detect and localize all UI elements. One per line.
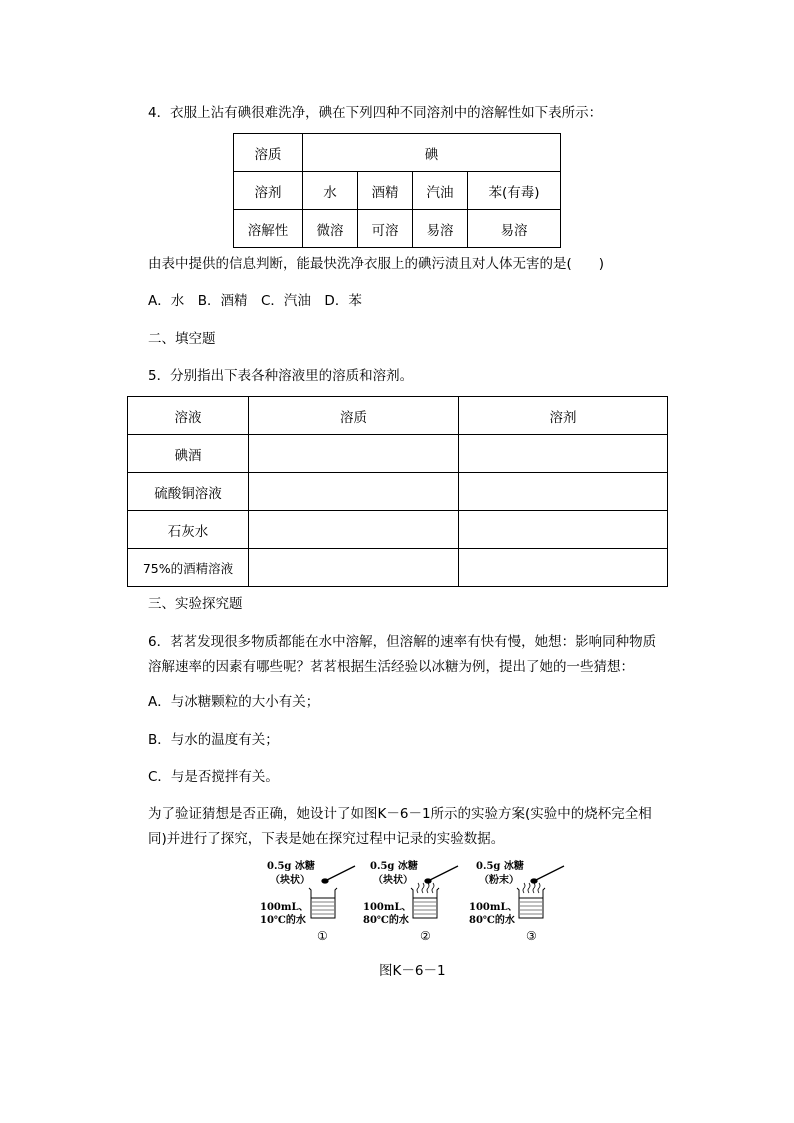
header-solute: 溶质 [249, 397, 459, 435]
sugar-label: 0.5g 冰糖 [370, 861, 418, 872]
solvent-cell: 水 [303, 172, 358, 210]
q6-paragraph: 为了验证猜想是否正确，她设计了如图K－6－1所示的实验方案(实验中的烧杯完全相 [148, 806, 652, 822]
q4-options: A．水 B．酒精 C．汽油 D．苯 [148, 293, 362, 309]
solubility-label: 溶解性 [234, 210, 303, 248]
solute-blank[interactable] [249, 473, 459, 511]
table-row [128, 435, 668, 473]
section-heading: 二、填空题 [148, 331, 216, 347]
solvent-blank[interactable] [459, 549, 668, 587]
solute-blank[interactable] [249, 435, 459, 473]
solubility-table [233, 133, 561, 248]
header-solution: 溶液 [128, 397, 249, 435]
table-row [128, 549, 668, 587]
spoon-icon [322, 866, 355, 883]
solution-name: 石灰水 [128, 511, 249, 549]
solution-name: 硫酸铜溶液 [128, 473, 249, 511]
solubility-cell: 易溶 [413, 210, 468, 248]
sugar-form: （块状） [373, 875, 413, 886]
q4-stem: 4．衣服上沾有碘很难洗净，碘在下列四种不同溶剂中的溶解性如下表所示： [148, 105, 603, 121]
table-row [234, 210, 561, 248]
solute-blank[interactable] [249, 511, 459, 549]
table-row [128, 473, 668, 511]
beaker-icon [517, 888, 545, 918]
beaker-number: ② [420, 929, 431, 943]
table-row [234, 134, 561, 172]
water-volume: 100mL、 [363, 902, 412, 913]
q4-question: 由表中提供的信息判断，能最快洗净衣服上的碘污渍且对人体无害的是( ) [148, 256, 605, 272]
table-row [128, 397, 668, 435]
solvent-label: 溶剂 [234, 172, 303, 210]
steam-icon [417, 883, 434, 893]
header-solvent: 溶剂 [459, 397, 668, 435]
water-temp: 80℃的水 [469, 915, 515, 926]
q5-stem: 5．分别指出下表各种溶液里的溶质和溶剂。 [148, 368, 414, 384]
guess-a: A．与冰糖颗粒的大小有关； [148, 694, 320, 710]
sugar-label: 0.5g 冰糖 [267, 861, 315, 872]
section-heading: 三、实验探究题 [148, 596, 243, 612]
solvent-blank[interactable] [459, 435, 668, 473]
guess-c: C．与是否搅拌有关。 [148, 769, 279, 785]
water-volume: 100mL、 [260, 902, 309, 913]
solution-name: 碘酒 [128, 435, 249, 473]
beaker-number: ③ [526, 929, 537, 943]
solvent-cell: 酒精 [358, 172, 413, 210]
sugar-form: （粉末） [479, 875, 519, 886]
spoon-icon [531, 866, 564, 883]
spoon-icon [425, 866, 458, 883]
water-volume: 100mL、 [469, 902, 518, 913]
solvent-cell: 苯(有毒) [468, 172, 561, 210]
solution-table [127, 396, 668, 587]
solubility-cell: 微溶 [303, 210, 358, 248]
beaker-icon [309, 888, 337, 918]
q6-line: 溶解速率的因素有哪些呢？茗茗根据生活经验以冰糖为例，提出了她的一些猜想： [148, 659, 634, 675]
water-temp: 10℃的水 [260, 915, 306, 926]
beaker-number: ① [317, 929, 328, 943]
sugar-form: （块状） [270, 875, 310, 886]
table-row [234, 172, 561, 210]
steam-icon [523, 883, 540, 893]
figure-caption: 图K－6－1 [379, 963, 446, 979]
solution-name: 75%的酒精溶液 [128, 549, 249, 587]
solute-blank[interactable] [249, 549, 459, 587]
solubility-cell: 易溶 [468, 210, 561, 248]
beaker-icon [411, 888, 439, 918]
solvent-blank[interactable] [459, 473, 668, 511]
water-temp: 80℃的水 [363, 915, 409, 926]
sugar-label: 0.5g 冰糖 [476, 861, 524, 872]
guess-b: B．与水的温度有关； [148, 732, 279, 748]
solute-label: 溶质 [234, 134, 303, 172]
q6-line: 6．茗茗发现很多物质都能在水中溶解，但溶解的速率有快有慢，她想：影响同种物质 [148, 634, 657, 650]
table-row [128, 511, 668, 549]
solvent-blank[interactable] [459, 511, 668, 549]
solute-value: 碘 [303, 134, 561, 172]
q6-paragraph: 同)并进行了探究，下表是她在探究过程中记录的实验数据。 [148, 831, 505, 847]
solvent-cell: 汽油 [413, 172, 468, 210]
solubility-cell: 可溶 [358, 210, 413, 248]
